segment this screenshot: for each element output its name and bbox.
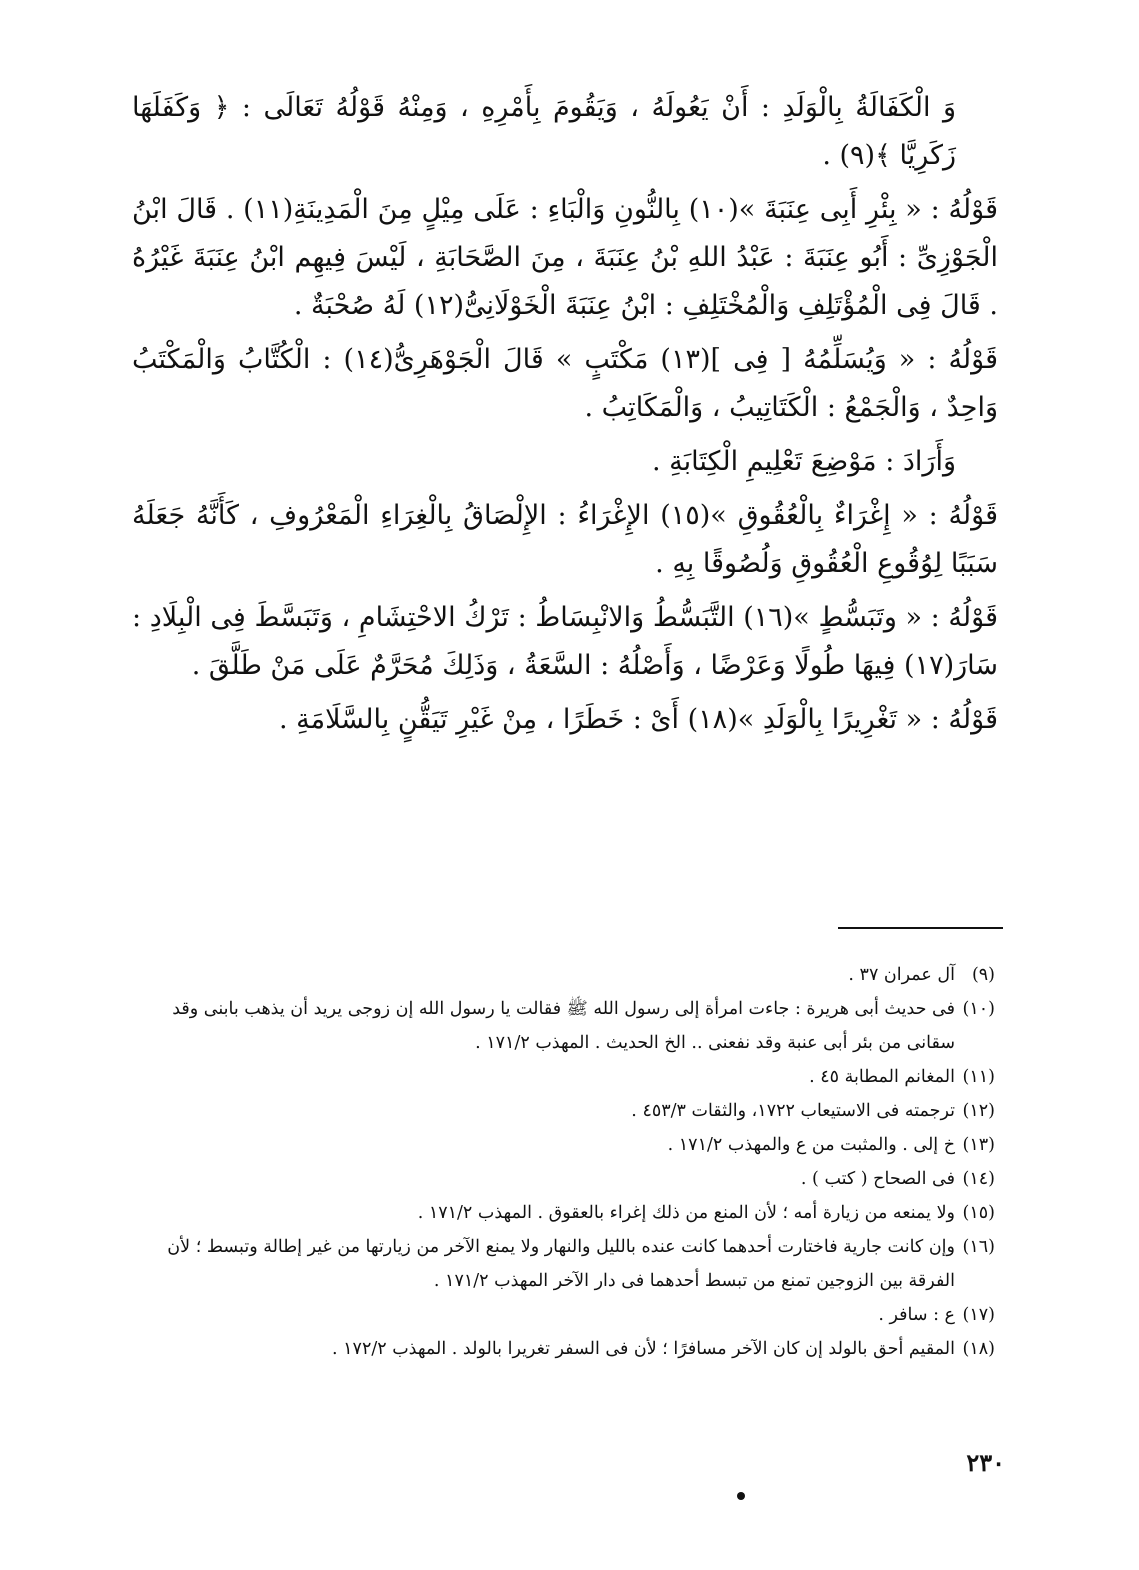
paragraph: وَ الْكَفَالَةُ بِالْوَلَدِ : أَنْ يَعُولَهُ ، وَيَقُومَ بِأَمْرِهِ ، وَمِنْهُ قَوْلُهُ تَعَالَى : ﴿ وَكَفَلَهَا زَكَرِيَّا ﴾(٩) .	[132, 92, 956, 171]
footnote-text: المغانم المطابة ٤٥ .	[809, 1067, 955, 1087]
paragraph: قَوْلُهُ : « بِئْرِ أَبِى عِنَبَةَ »(١٠) بِالنُّونِ وَالْبَاءِ : عَلَى مِيْلٍ مِنَ الْمَدِينَةِ(١١) . قَالَ ابْنُ الْجَوْزِىِّ : أَبُو عِنَبَةَ : عَبْدُ اللهِ بْنُ عِنَبَةَ ، مِنَ الصَّحَابَةِ ، لَيْسَ فِيهِم ابْنُ عِنَبَةَ غَيْرُهُ . قَالَ فِى الْمُؤْتَلِفِ وَالْمُخْتَلِفِ : ابْنُ عِنَبَةَ الْخَوْلَانِىُّ(١٢) لَهُ صُحْبَةٌ .	[132, 194, 998, 321]
footnote	[135, 1332, 995, 1366]
ink-dot	[737, 1492, 745, 1500]
footnote-text: فى الصحاح ( كتب ) .	[800, 1169, 955, 1189]
footnote-text: خ إلى . والمثبت من ع والمهذب ١٧١/٢ .	[667, 1135, 955, 1155]
footnote-text: فى حديث أبى هريرة : جاءت امرأة إلى رسول الله ﷺ فقالت يا رسول الله إن زوجى يريد أن يذهب بابنى وقد سقانى من بئر أبى عنبة وقد نفعنى .. الخ الحديث . المهذب ١٧١/٢ .	[172, 999, 955, 1053]
paragraph: قَوْلُهُ : « تَغْرِيرًا بِالْوَلَدِ »(١٨) أَىْ : خَطَرًا ، مِنْ غَيْرِ تَيَقُّنٍ بِالسَّلَامَةِ .	[278, 704, 998, 735]
footnote-text: ترجمته فى الاستيعاب ١٧٢٢، والثقات ٤٥٣/٣ .	[631, 1101, 955, 1121]
main-text	[132, 84, 998, 750]
footnote-divider	[838, 927, 1003, 929]
paragraph: قَوْلُهُ : « إِغْرَاءٌ بِالْعُقُوقِ »(١٥) الإِغْرَاءُ : الإِلْصَاقُ بِالْغِرَاءِ الْمَعْرُوفِ ، كَأَنَّهُ جَعَلَهُ سَبَبًا لِوُقُوعِ الْعُقُوقِ وَلُصُوقًا بِهِ .	[132, 500, 998, 579]
footnote	[135, 1162, 995, 1196]
footnote	[135, 958, 995, 992]
footnote-number: (٩)	[971, 965, 995, 985]
footnote-text: آل عمران ٣٧ .	[848, 965, 955, 985]
paragraph: قَوْلُهُ : « وَيُسَلِّمُهُ [ فِى ](١٣) مَكْتَبٍ » قَالَ الْجَوْهَرِىُّ(١٤) : الْكُتَّابُ وَالْمَكْتَبُ وَاحِدٌ ، وَالْجَمْعُ : الْكَتَاتِيبُ ، وَالْمَكَاتِبُ .	[132, 344, 998, 423]
footnote-number: (١٣)	[962, 1135, 995, 1155]
paragraph: قَوْلُهُ : « وتَبَسُّطٍ »(١٦) التَّبَسُّطُ وَالانْبِسَاطُ : تَرْكُ الاحْتِشَامِ ، وَتَبَسَّطَ فِى الْبِلَادِ : سَارَ(١٧) فِيهَا طُولًا وَعَرْضًا ، وَأَصْلُهُ : السَّعَةُ ، وَذَلِكَ مُحَرَّمٌ عَلَى مَنْ طَلَّقَ .	[132, 602, 998, 681]
footnote-text: المقيم أحق بالولد إن كان الآخر مسافرًا ؛ لأن فى السفر تغريرا بالولد . المهذب ١٧٢/٢ .	[332, 1339, 955, 1359]
footnote	[135, 1230, 995, 1298]
footnote-number: (١٢)	[962, 1101, 995, 1121]
footnote-text: وإن كانت جارية فاختارت أحدهما كانت عنده بالليل والنهار ولا يمنع الآخر من زيارتها من غير إطالة وتبسط ؛ لأن الفرقة بين الزوجين تمنع من تبسط أحدهما فى دار الآخر المهذب ١٧١/٢ .	[167, 1237, 955, 1291]
footnotes	[135, 958, 995, 1366]
footnote	[135, 1196, 995, 1230]
footnote-number: (١٦)	[962, 1237, 995, 1257]
footnote-text: ولا يمنعه من زيارة أمه ؛ لأن المنع من ذلك إغراء بالعقوق . المهذب ١٧١/٢ .	[417, 1203, 955, 1223]
paragraph: وَأَرَادَ : مَوْضِعَ تَعْلِيمِ الْكِتَابَةِ .	[651, 446, 956, 477]
footnote-number: (١٨)	[962, 1339, 995, 1359]
footnote-text: ع : سافر .	[878, 1305, 955, 1325]
footnote	[135, 1128, 995, 1162]
footnote	[135, 1298, 995, 1332]
footnote	[135, 1060, 995, 1094]
footnote	[135, 992, 995, 1060]
footnote-number: (١٥)	[962, 1203, 995, 1223]
page-number: ٢٣٠	[966, 1448, 1005, 1477]
footnote-number: (١٤)	[962, 1169, 995, 1189]
footnote-number: (١٠)	[962, 999, 995, 1019]
footnote-number: (١٧)	[962, 1305, 995, 1325]
footnote	[135, 1094, 995, 1128]
footnote-number: (١١)	[962, 1067, 995, 1087]
